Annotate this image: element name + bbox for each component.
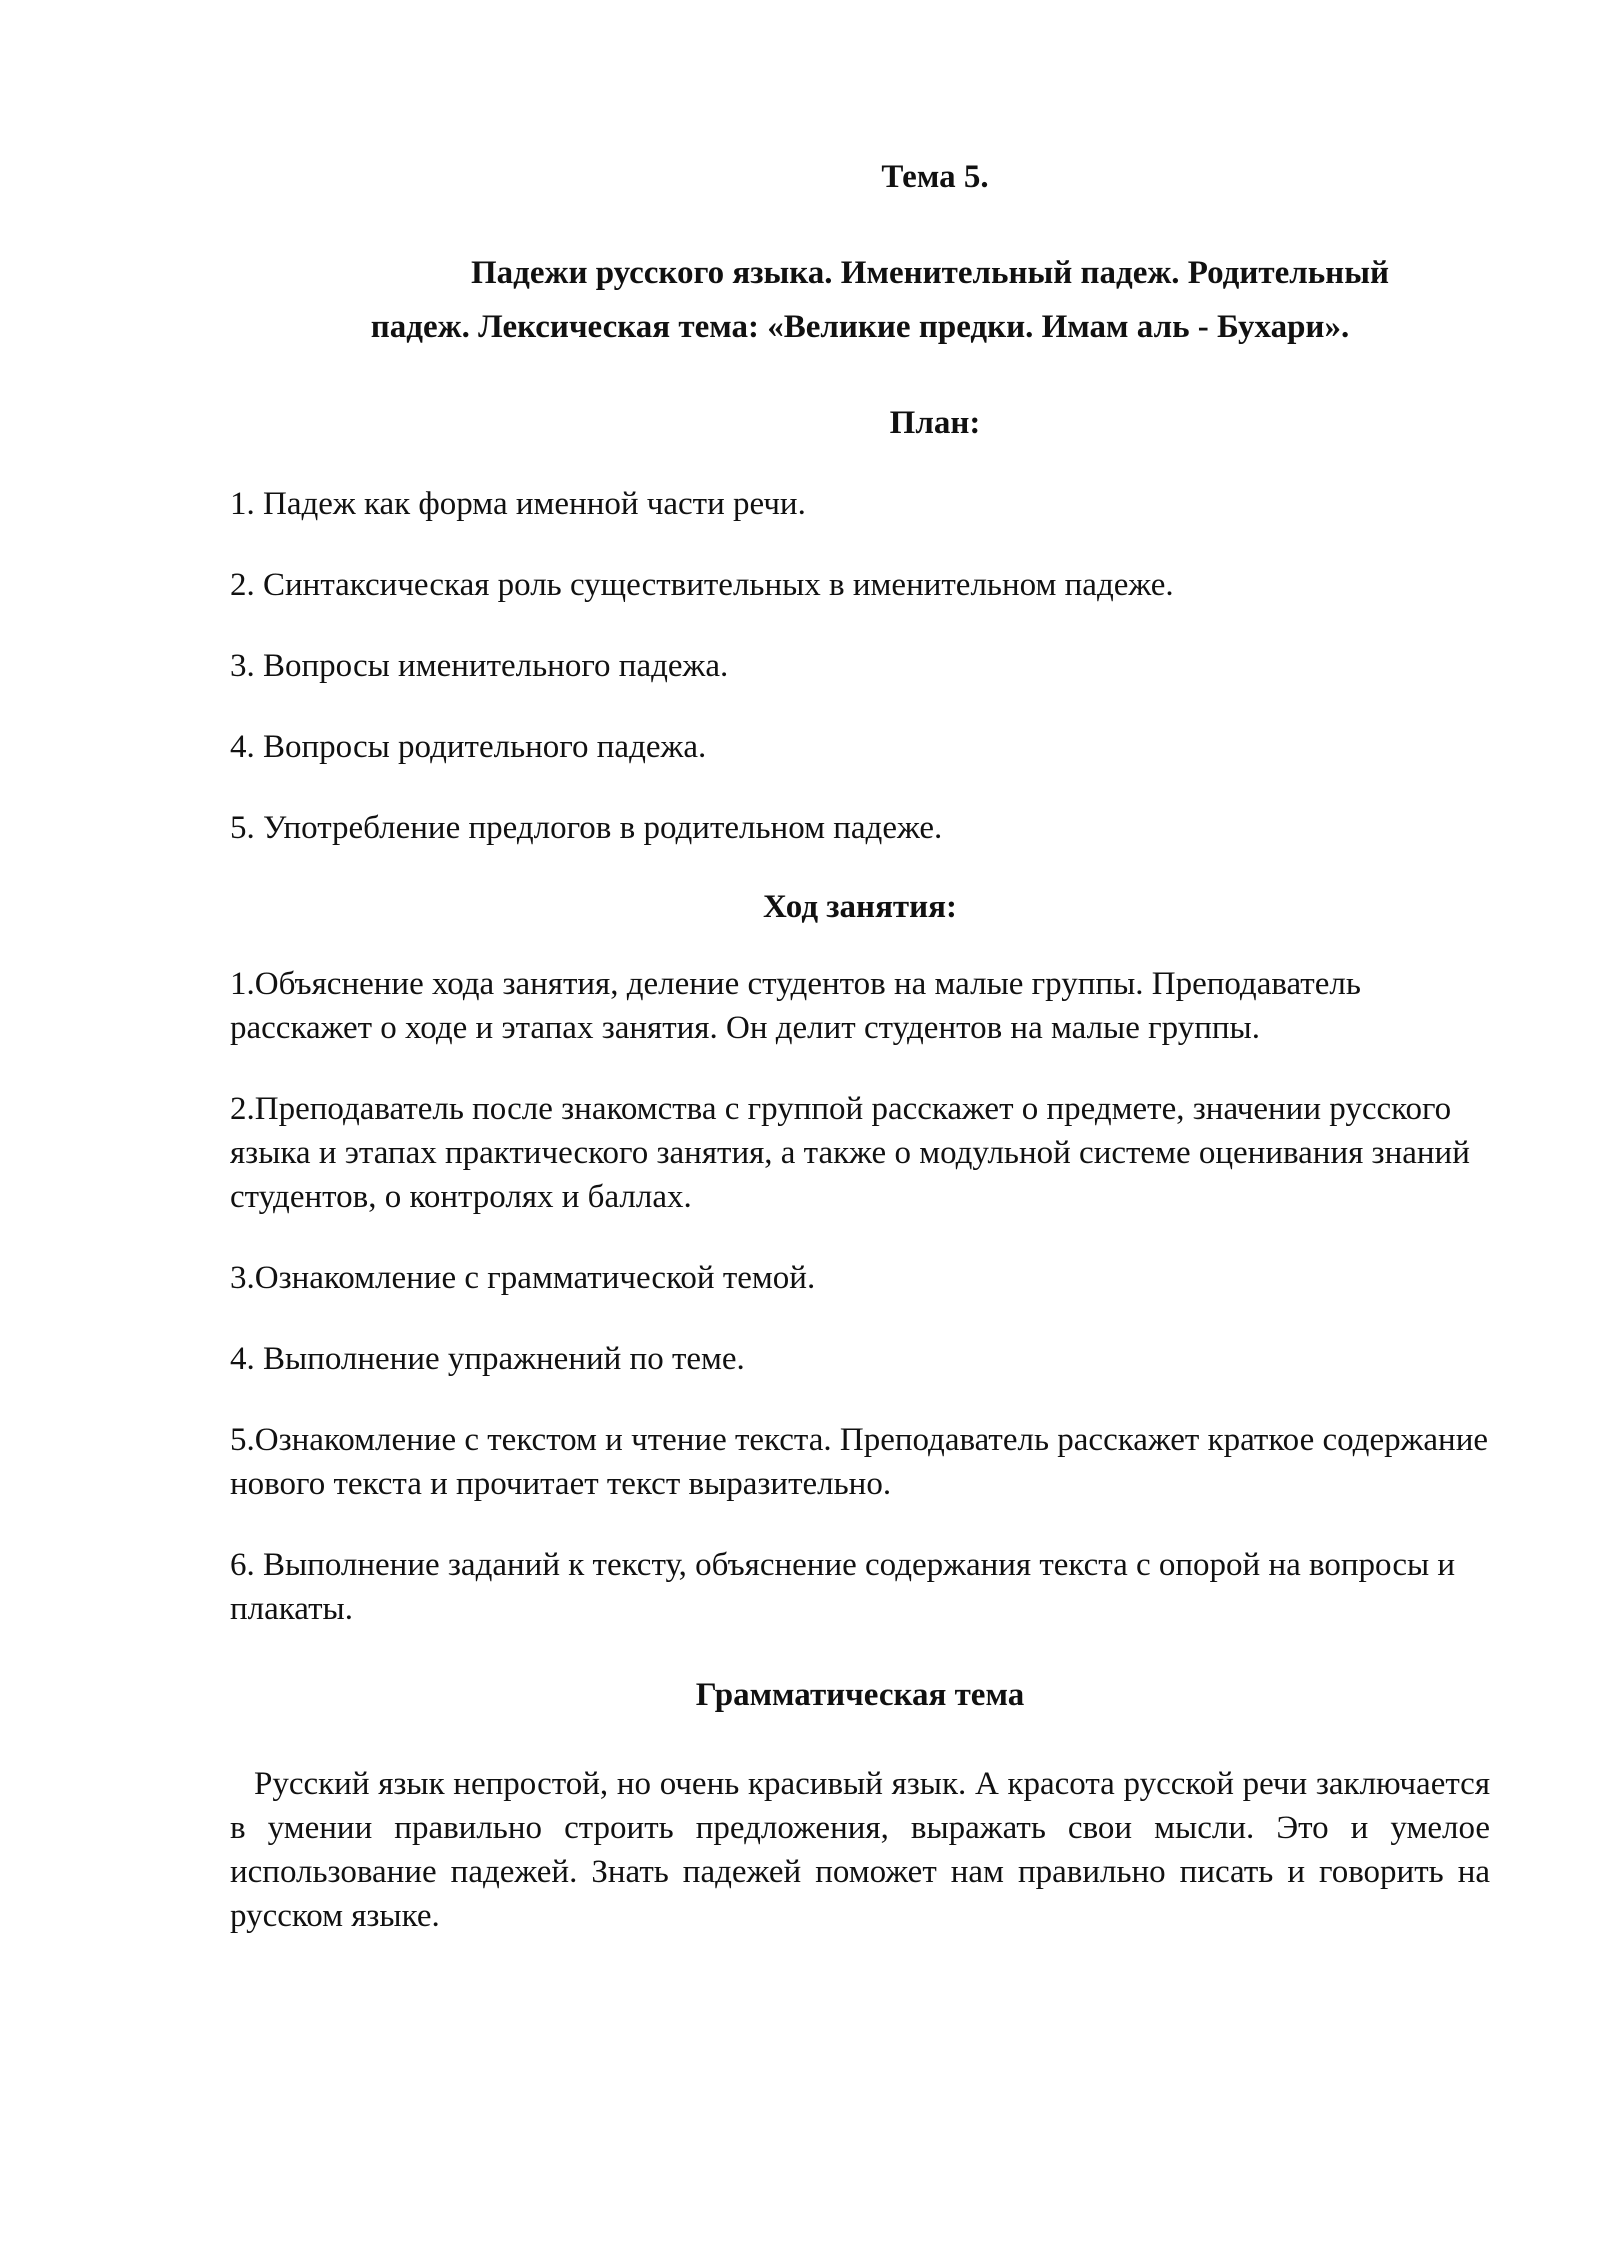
plan-item: 4. Вопросы родительного падежа. — [230, 729, 707, 765]
grammar-topic-heading: Грамматическая тема — [695, 1677, 1025, 1713]
lesson-step: 3.Ознакомление с грамматической темой. — [230, 1260, 816, 1296]
plan-item: 3. Вопросы именительного падежа. — [230, 648, 729, 684]
subject-line-1: Падежи русского языка. Именительный падеж. Родительный — [471, 255, 1389, 291]
plan-item: 5. Употребление предлогов в родительном падеже. — [230, 810, 943, 846]
topic-number-heading: Тема 5. — [881, 159, 989, 195]
lesson-step: 6. Выполнение заданий к тексту, объяснение содержания текста с опорой на вопросы и плакаты. — [230, 1547, 1456, 1627]
topic-subject-heading — [230, 246, 1490, 354]
plan-item: 2. Синтаксическая роль существительных в именительном падеже. — [230, 567, 1174, 603]
lesson-step: 4. Выполнение упражнений по теме. — [230, 1341, 745, 1377]
lesson-progress-heading: Ход занятия: — [762, 889, 957, 925]
grammar-topic-paragraph: Русский язык непростой, но очень красивый язык. А красота русской речи заключается в умении правильно строить предложения, выражать свои мысли. Это и умелое использование падежей. Знать падежей поможет нам правильно писать и говорить на русском языке. — [230, 1766, 1490, 1934]
subject-line-2: падеж. Лексическая тема: «Великие предки. Имам аль - Бухари». — [370, 309, 1350, 345]
plan-heading: План: — [889, 405, 981, 441]
lesson-steps-list — [230, 962, 1490, 1631]
lesson-step: 2.Преподаватель после знакомства с группой расскажет о предмете, значении русского языка и этапах практического занятия, а также о модульной системе оценивания знаний студентов, о контролях и баллах. — [230, 1091, 1470, 1215]
lesson-step: 1.Объяснение хода занятия, деление студентов на малые группы. Преподаватель расскажет о ходе и этапах занятия. Он делит студентов на малые группы. — [230, 966, 1361, 1046]
plan-item: 1. Падеж как форма именной части речи. — [230, 486, 806, 522]
lesson-step: 5.Ознакомление с текстом и чтение текста. Преподаватель расскажет краткое содержание нового текста и прочитает текст выразительно. — [230, 1422, 1489, 1502]
plan-list — [230, 482, 1490, 850]
document-body — [230, 150, 1490, 1938]
